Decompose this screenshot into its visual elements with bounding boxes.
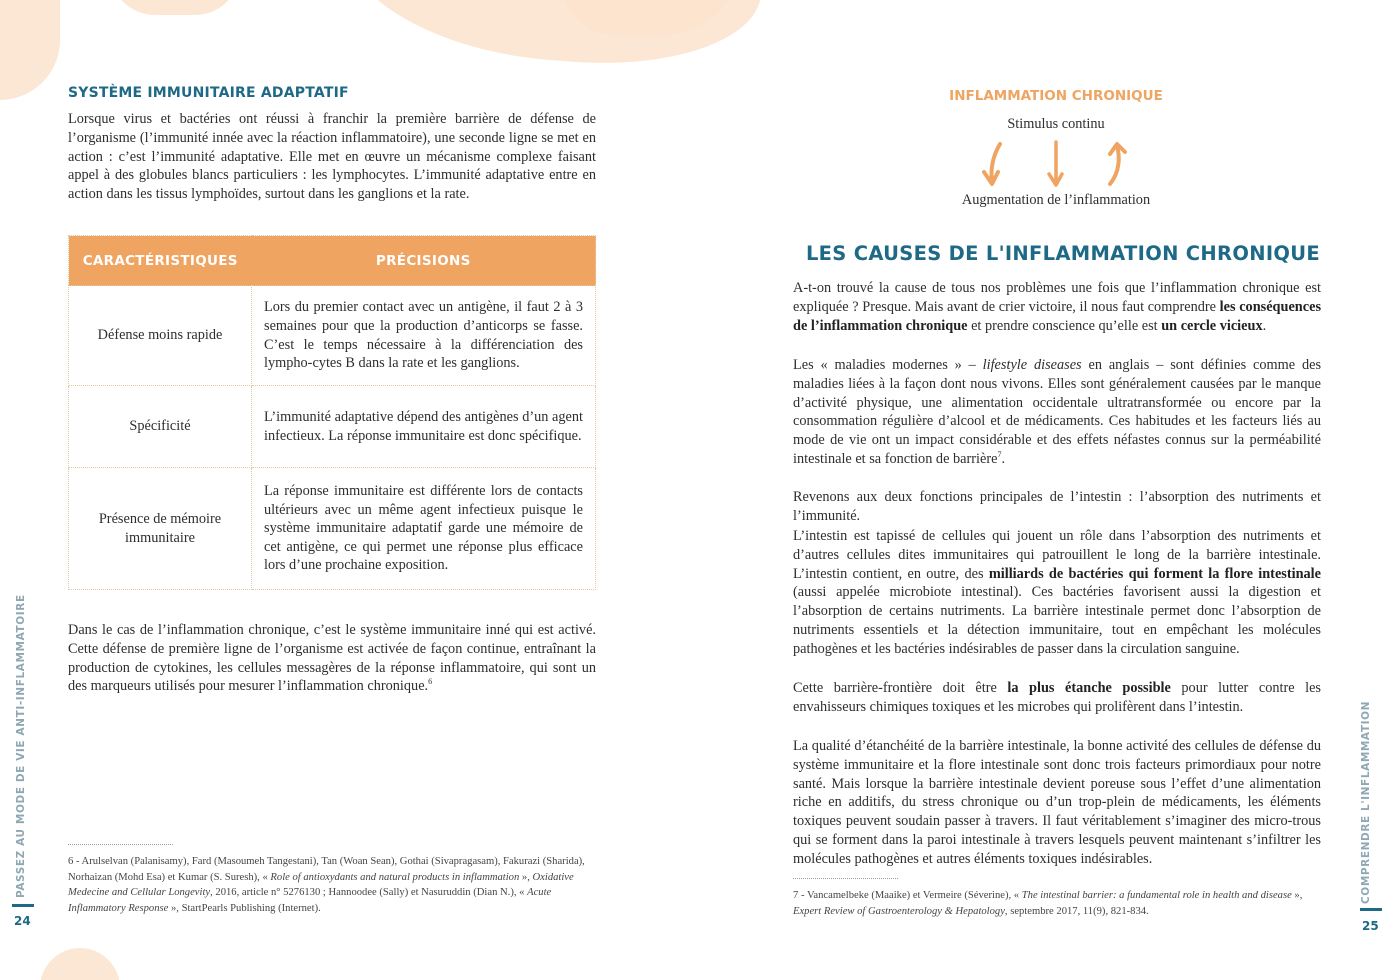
- paragraph: [793, 279, 1321, 335]
- emphasis: un cercle vicieux: [1161, 317, 1263, 334]
- emphasis: milliards de bactéries qui forment la flore intestinale: [988, 565, 1321, 582]
- footnote-text: Arulselvan (Palanisamy), Fard (Masoumeh Tangestani), Tan (Woan Sean), Gothai (Sivapragasam), Fakurazi (Sharida), Norhaizan (Mohd Esa) et Kumar (S. Suresh), «: [68, 856, 585, 883]
- table-row: [69, 468, 596, 590]
- table-header-row: [69, 236, 596, 286]
- page-number: 25: [1362, 919, 1379, 933]
- text: Les « maladies modernes » –: [793, 357, 983, 373]
- column-header: CARACTÉRISTIQUES: [69, 236, 252, 286]
- running-header-left: PASSEZ AU MODE DE VIE ANTI-INFLAMMATOIRE: [15, 594, 27, 898]
- section-heading: LES CAUSES DE L'INFLAMMATION CHRONIQUE: [805, 242, 1321, 265]
- footnote-number: 6 -: [68, 856, 82, 867]
- italic-term: lifestyle diseases: [982, 357, 1082, 373]
- footnote-divider: [793, 878, 898, 879]
- footnote-7: [793, 888, 1333, 919]
- text: .: [1001, 450, 1006, 467]
- precision-cell: L’immunité adaptative dépend des antigènes d’un agent infectieux. La réponse immunitaire est donc spécifique.: [252, 386, 596, 468]
- arrow-down-icon: [1049, 142, 1062, 185]
- paragraph: [793, 356, 1321, 469]
- paragraph: La qualité d’étanchéité de la barrière intestinale, la bonne activité des cellules de défense du système immunitaire et la flore intestinale sont donc trois facteurs primordiaux pour notre santé. Mais lorsque la barrière intestinale devient poreuse sous l’effet d’une alimentation riche en additifs, du stress chronique ou d’un trop-plein de médicaments, les éléments toxiques peuvent soudain passer à travers. Il faut véritablement s’imaginer des micro-trous qui se forment dans la paroi intestinale à travers lesquels peuvent maintenant s’infiltrer les molécules pathogènes et autres éléments toxiques indésirables.: [793, 738, 1321, 867]
- footnote-text: »,: [519, 871, 533, 883]
- text: pour lutter contre les envahisseurs chimiques toxiques et les microbes qui prolifèrent dans l’intestin.: [793, 680, 1321, 715]
- text: (aussi appelée microbiote intestinal). Ces bactéries favorisent aussi la digestion et l’absorption de certains nutriments. La barrière intestinale permet donc l’absorption de nutriments essentiels et la détection immunitaire, tout en empêchant les molécules pathogènes et les bactéries indésirables de passer dans la circulation sanguine.: [793, 584, 1321, 657]
- section-title: SYSTÈME IMMUNITAIRE ADAPTATIF: [68, 85, 349, 101]
- precision-cell: Lors du premier contact avec un antigène, il faut 2 à 3 semaines pour que la production d’anticorps se fasse. C’est le temps nécessaire à la différenciation des lympho-cytes B dans la rate et les ganglions.: [252, 286, 596, 386]
- diagram-top-label: Stimulus continu: [1007, 116, 1105, 132]
- intro-paragraph: Lorsque virus et bactéries ont réussi à franchir la première barrière de défense de l’organisme (l’immunité innée avec la réaction inflammatoire), une seconde ligne se met en action : c’est l’immunité adaptative. Elle met en œuvre un mécanisme complexe faisant appel à des globules blancs particuliers : les lymphocytes. L’immunité adaptative entre en action dans les tissus lymphoïdes, surtout dans les ganglions et la rate.: [68, 111, 596, 203]
- footnote-title: The intestinal barrier: a fundamental role in health and disease: [1021, 890, 1292, 901]
- emphasis: les conséquences de l’inflammation chronique: [793, 298, 1322, 334]
- paragraph: [793, 679, 1321, 717]
- characteristic-cell: Présence de mémoire immunitaire: [69, 468, 252, 590]
- footnote-divider: [68, 844, 173, 845]
- right-page: [700, 0, 1400, 980]
- table-row: [69, 386, 596, 468]
- footnote-title: Role of antioxydants and natural products in inflammation: [270, 871, 520, 883]
- text: en anglais – sont définies comme des maladies liées à la façon dont nous vivons. Elles sont généralement causées par le manque d’activité physique, une alimentation occidentale ultratransformée ou encore par la consommation régulière d’alcool et de médicaments. Ces habitudes et les facteurs liés au mode de vie ont un impact considérable et des effets néfastes connus sur la perméabilité intestinale et sa fonction de barrière: [793, 357, 1322, 467]
- precision-cell: La réponse immunitaire est différente lors de contacts ultérieurs avec un même agent infectieux puisque le système immunitaire adaptatif garde une mémoire de cet antigène, ce qui permet une réponse plus efficace lors d’une prochaine exposition.: [252, 468, 596, 590]
- text: L’intestin est tapissé de cellules qui jouent un rôle dans l’absorption des nutriments et d’autres cellules dites immunitaires qui patrouillent le long de la barrière intestinale. L’intestin contient, en outre, des: [793, 528, 1321, 582]
- closing-text: Dans le cas de l’inflammation chronique, c’est le système immunitaire inné qui est activé. Cette défense de première ligne de l’organisme est activée de façon continue, entraînant la production de cytokines, les cellules messagères de la réponse inflammatoire, qui sont un des marqueurs utilisés pour mesurer l’inflammation chronique.: [68, 622, 596, 695]
- footnote-text: , septembre 2017, 11(9), 821-834.: [1004, 905, 1149, 917]
- characteristics-table: [68, 235, 596, 590]
- footnote-title: Acute Inflammatory Response: [68, 887, 552, 914]
- page-number-bar: [1360, 908, 1382, 911]
- footnote-6: [68, 854, 600, 916]
- running-header-right: COMPRENDRE L'INFLAMMATION: [1360, 700, 1372, 904]
- footnote-journal: Oxidative Medecine and Cellular Longevity: [68, 871, 574, 898]
- text: A-t-on trouvé la cause de tous nos problèmes une fois que l’inflammation chronique est expliquée ? Presque. Mais avant de crier victoire, il nous faut comprendre: [793, 280, 1321, 315]
- text: et prendre conscience qu’elle est: [967, 317, 1162, 334]
- characteristic-cell: Défense moins rapide: [69, 286, 252, 386]
- column-header: PRÉCISIONS: [252, 236, 596, 286]
- page-number: 24: [14, 914, 31, 928]
- diagram-title: INFLAMMATION CHRONIQUE: [949, 88, 1163, 104]
- table-row: [69, 286, 596, 386]
- curved-arrow-down-left-icon: [984, 144, 1000, 184]
- footnote-text: , 2016, article n° 5276130 ; Hannoodee (Sally) et Nasuruddin (Dian N.), «: [210, 887, 528, 898]
- emphasis: la plus étanche possible: [1007, 680, 1171, 696]
- footnote-text: Vancamelbeke (Maaike) et Vermeire (Séverine), «: [806, 890, 1022, 901]
- text: Cette barrière-frontière doit être: [793, 680, 1008, 696]
- diagram-arrows: [970, 138, 1130, 190]
- page-number-bar: [12, 904, 34, 907]
- paragraph: Revenons aux deux fonctions principales de l’intestin : l’absorption des nutriments et l’immunité.: [793, 489, 1321, 524]
- closing-paragraph: [68, 621, 596, 696]
- footnote-text: »,: [1291, 890, 1303, 901]
- footnote-ref[interactable]: 6: [428, 677, 433, 687]
- curved-arrow-up-icon: [1110, 144, 1125, 184]
- characteristic-cell: Spécificité: [69, 386, 252, 468]
- text: .: [1262, 317, 1267, 334]
- footnote-text: », StartPearls Publishing (Internet).: [168, 902, 321, 914]
- paragraph: [793, 527, 1321, 659]
- footnote-number: 7 -: [793, 890, 807, 901]
- footnote-ref[interactable]: 7: [997, 450, 1002, 460]
- diagram-bottom-label: Augmentation de l’inflammation: [961, 192, 1151, 208]
- footnote-journal: Expert Review of Gastroenterology & Hepatology: [793, 905, 1005, 917]
